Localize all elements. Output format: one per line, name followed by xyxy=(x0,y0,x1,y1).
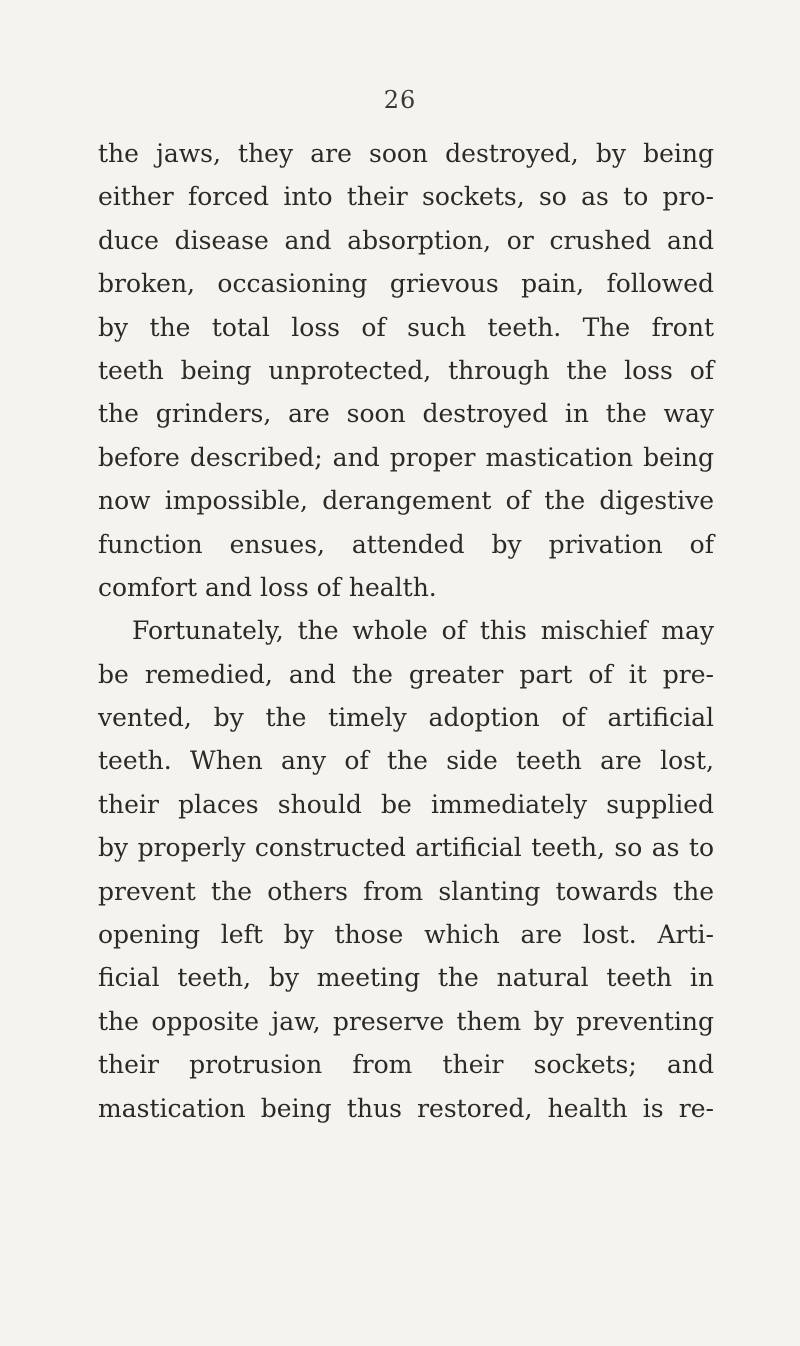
text-line: opening left by those which are lost. Arti- xyxy=(98,920,714,950)
paragraph-2 xyxy=(98,609,714,1130)
text-line: their places should be immediately supplied xyxy=(98,789,714,819)
text-line: ficial teeth, by meeting the natural teeth in xyxy=(98,963,714,993)
text-line: duce disease and absorption, or crushed and xyxy=(98,225,714,255)
text-line: function ensues, attended by privation of xyxy=(98,529,714,559)
text-line: now impossible, derangement of the digestive xyxy=(98,486,714,516)
body-text xyxy=(98,132,714,1130)
text-line: the jaws, they are soon destroyed, by being xyxy=(98,139,714,168)
text-line: Fortunately, the whole of this mischief may xyxy=(132,616,714,646)
text-line: be remedied, and the greater part of it pre- xyxy=(98,659,714,689)
text-line: their protrusion from their sockets; and xyxy=(98,1050,714,1080)
text-line: the opposite jaw, preserve them by preventing xyxy=(98,1006,714,1036)
paragraph-1 xyxy=(98,132,714,609)
text-line: the grinders, are soon destroyed in the way xyxy=(98,399,714,429)
text-line: by the total loss of such teeth. The front xyxy=(98,312,714,342)
text-line: prevent the others from slanting towards the xyxy=(98,876,714,906)
text-line: comfort and loss of health. xyxy=(98,572,437,602)
page-number: 26 xyxy=(383,86,417,114)
text-line: broken, occasioning grievous pain, followed xyxy=(98,269,714,299)
text-line: before described; and proper mastication being xyxy=(98,442,714,472)
text-line: vented, by the timely adoption of artificial xyxy=(98,703,714,733)
text-line: either forced into their sockets, so as to pro- xyxy=(98,182,714,212)
text-line: mastication being thus restored, health is re- xyxy=(98,1093,714,1123)
text-line: by properly constructed artificial teeth, so as to xyxy=(98,833,714,863)
text-line: teeth being unprotected, through the loss of xyxy=(98,355,714,385)
text-line: teeth. When any of the side teeth are lost, xyxy=(98,746,714,776)
